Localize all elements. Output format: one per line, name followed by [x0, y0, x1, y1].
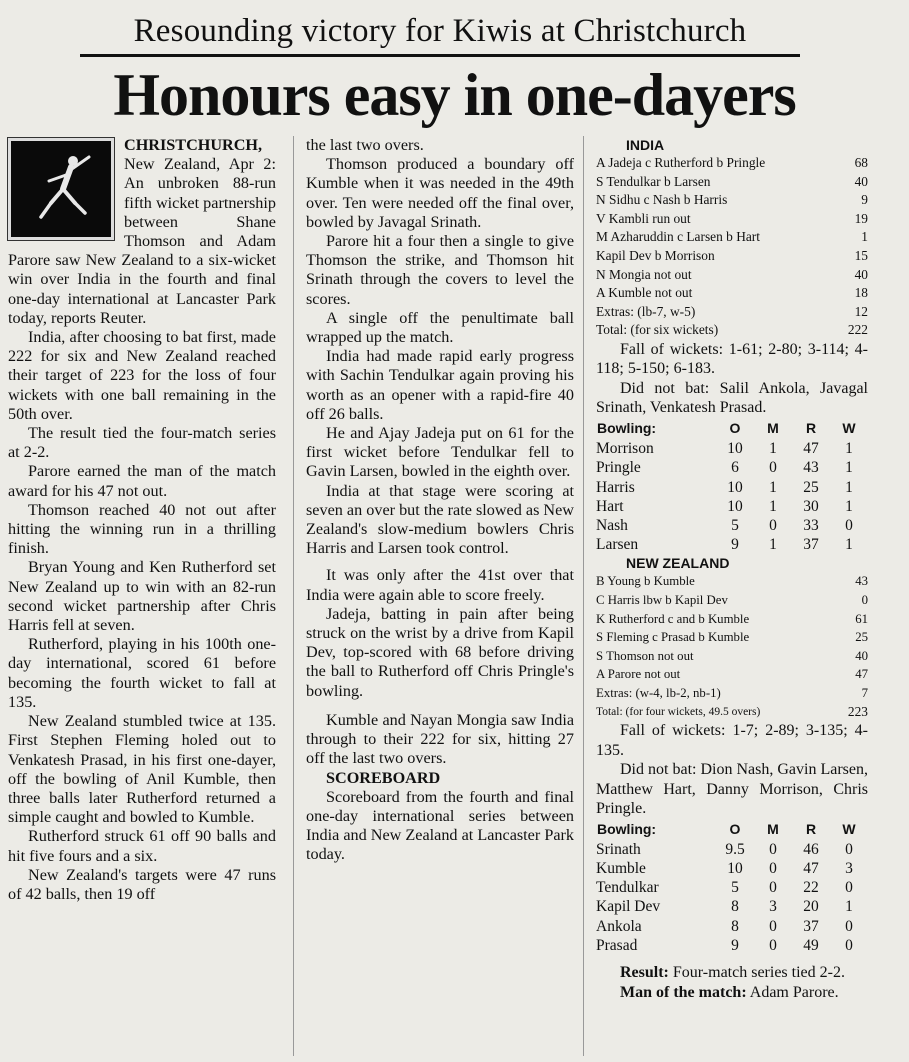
india-fall-of-wickets: Fall of wickets: 1-61; 2-80; 3-114; 4-118; 5-150; 6-183. [596, 340, 868, 378]
bowler-m: 0 [769, 860, 777, 878]
bowler-r: 20 [803, 898, 819, 916]
batsman-entry: Extras: (w-4, lb-2, nb-1) [596, 685, 721, 700]
bowler-w: 1 [845, 497, 853, 515]
bowler-r: 25 [803, 478, 819, 496]
bowling-row [596, 458, 868, 477]
batsman-entry: N Mongia not out [596, 266, 692, 282]
batting-row [596, 247, 868, 266]
batsman-runs: 222 [847, 322, 868, 338]
bowler-w: 1 [845, 459, 853, 477]
batting-row [596, 210, 868, 229]
story-column-1 [8, 136, 276, 904]
batting-row [596, 321, 868, 340]
bowler-m: 1 [769, 497, 777, 515]
bowling-row [596, 478, 868, 497]
batsman-runs: 0 [861, 592, 868, 607]
bowler-o: 5 [731, 516, 739, 534]
bowling-row [596, 897, 868, 916]
bowler-m: 0 [769, 879, 777, 897]
bowler-r: 49 [803, 936, 819, 954]
india-innings-heading: INDIA [626, 137, 665, 153]
bowling-row [596, 535, 868, 554]
batsman-runs: 43 [855, 574, 868, 589]
col-maidens: M [767, 820, 779, 837]
batsman-runs: 25 [855, 630, 868, 645]
match-result [596, 963, 868, 983]
body-paragraph: Jadeja, batting in pain after being struck on the wrist by a drive from Kapil Dev, top-scored with 68 before driving the ball to Rutherford off Chris Pringle's bowling. [306, 604, 574, 700]
batting-row [596, 266, 868, 285]
col-runs: R [805, 419, 817, 436]
body-paragraph: Parore hit a four then a single to give Thomson the strike, and Thomson hit Srinath through the covers to level the scores. [306, 232, 574, 308]
body-paragraph: The result tied the four-match series at 2-2. [8, 424, 276, 462]
batsman-runs: 9 [861, 192, 868, 208]
scoreboard-column [596, 136, 868, 1002]
bowler-photo [8, 138, 114, 240]
bowler-m: 0 [769, 516, 777, 534]
result-label: Result: [620, 964, 669, 982]
india-batting-card [596, 154, 868, 340]
bowler-w: 1 [845, 536, 853, 554]
bowler-w: 0 [845, 879, 853, 897]
bowler-o: 10 [727, 860, 743, 878]
bowler-w: 1 [845, 478, 853, 496]
batting-row [596, 572, 868, 591]
nz-total-row [596, 703, 868, 722]
bowler-r: 33 [803, 516, 819, 534]
bowler-r: 47 [803, 440, 819, 458]
col-overs: O [729, 820, 741, 837]
col-overs: O [729, 419, 741, 436]
bowling-row [596, 516, 868, 535]
batsman-entry: A Jadeja c Rutherford b Pringle [596, 155, 766, 170]
bowler-m: 0 [769, 936, 777, 954]
bowler-name: Tendulkar [596, 879, 659, 897]
body-paragraph: Rutherford, playing in his 100th one-day international, scored 61 before becoming the fourth wicket to fall at 135. [8, 635, 276, 711]
body-paragraph: New Zealand's targets were 47 runs of 42 balls, then 19 off [8, 865, 276, 903]
batting-row [596, 665, 868, 684]
nz-batting-card [596, 572, 868, 702]
bowling-label: Bowling: [597, 419, 657, 436]
bowler-w: 0 [845, 840, 853, 858]
bowling-row [596, 840, 868, 859]
col-wickets: W [842, 419, 856, 436]
bowling-row [596, 917, 868, 936]
bowler-r: 43 [803, 459, 819, 477]
nz-fall-of-wickets: Fall of wickets: 1-7; 2-89; 3-135; 4-135. [596, 722, 868, 759]
batting-row [596, 591, 868, 610]
bowler-w: 3 [845, 860, 853, 878]
bowler-r: 37 [803, 536, 819, 554]
bowler-o: 8 [731, 898, 739, 916]
bowler-r: 47 [803, 860, 819, 878]
bowler-o: 9 [731, 936, 739, 954]
bowler-name: Ankola [596, 917, 642, 935]
batsman-entry: Total: (for six wickets) [596, 322, 719, 338]
column-rule [293, 136, 294, 1056]
batting-row [596, 303, 868, 322]
bowler-m: 1 [769, 536, 777, 554]
col-runs: R [805, 820, 817, 837]
bowling-row [596, 439, 868, 458]
bowling-row [596, 859, 868, 878]
bowler-w: 0 [845, 917, 853, 935]
motm-label: Man of the match: [620, 983, 747, 1001]
body-paragraph: Bryan Young and Ken Rutherford set New Zealand up to win with an 82-run second wicket partnership after Chris Harris fell at seven. [8, 558, 276, 635]
bowler-w: 1 [845, 440, 853, 458]
batsman-runs: 12 [854, 303, 868, 319]
bowler-name: Larsen [596, 536, 639, 554]
batsman-entry: A Kumble not out [596, 285, 693, 301]
bowler-r: 46 [803, 840, 819, 858]
bowler-o: 6 [731, 459, 739, 477]
story-column-2 [306, 136, 574, 865]
bowler-o: 10 [727, 440, 743, 458]
bowler-m: 1 [769, 478, 777, 496]
bowler-name: Srinath [596, 840, 641, 858]
batsman-runs: 47 [855, 667, 868, 682]
scoreboard-subhead: SCOREBOARD [326, 768, 441, 787]
man-of-the-match [596, 983, 868, 1003]
total-label: Total: (for four wickets, 49.5 overs) [596, 705, 761, 718]
col-wickets: W [842, 820, 856, 837]
batsman-runs: 40 [855, 648, 868, 663]
batsman-runs: 68 [854, 155, 868, 170]
batsman-runs: 15 [854, 247, 868, 263]
bowler-m: 0 [769, 917, 777, 935]
bowler-w: 1 [845, 898, 853, 916]
bowler-m: 1 [769, 440, 777, 458]
kicker-headline: Resounding victory for Kiwis at Christchurch [80, 8, 800, 57]
body-paragraph: A single off the penultimate ball wrapped up the match. [306, 308, 574, 347]
batsman-runs: 61 [855, 611, 868, 626]
bowler-r: 37 [803, 917, 819, 935]
nz-did-not-bat: Did not bat: Dion Nash, Gavin Larsen, Matthew Hart, Danny Morrison, Chris Pringle. [596, 761, 868, 818]
body-paragraph: Parore earned the man of the match award for his 47 not out. [8, 462, 276, 500]
batting-row [596, 154, 868, 173]
bowler-o: 9 [731, 536, 739, 554]
col-maidens: M [767, 419, 779, 436]
batsman-entry: N Sidhu c Nash b Harris [596, 192, 728, 208]
body-paragraph: Thomson reached 40 not out after hitting the winning run in a thrilling finish. [8, 500, 276, 558]
bowler-r: 30 [803, 497, 819, 515]
bowler-name: Kumble [596, 860, 646, 878]
body-paragraph: India at that stage were scoring at seven an over but the rate slowed as New Zealand's slow-medium bowlers Chris Harris and Larsen took control. [306, 481, 574, 558]
batsman-entry: C Harris lbw b Kapil Dev [596, 592, 728, 607]
bowler-r: 22 [803, 879, 819, 897]
bowling-label: Bowling: [597, 820, 657, 837]
body-paragraph: the last two overs. [306, 136, 424, 154]
batting-row [596, 191, 868, 210]
nz-bowling-table [596, 418, 868, 554]
batting-row [596, 628, 868, 647]
bowler-w: 0 [845, 936, 853, 954]
batsman-runs: 1 [861, 229, 868, 245]
batsman-entry: B Young b Kumble [596, 574, 695, 589]
batting-row [596, 228, 868, 247]
batting-row [596, 684, 868, 703]
result-text: Four-match series tied 2-2. [672, 964, 845, 982]
body-paragraph: He and Ajay Jadeja put on 61 for the first wicket before Tendulkar fell to Gavin Larsen, bowled in the eighth over. [306, 424, 574, 481]
batsman-runs: 7 [861, 685, 868, 700]
nz-innings-heading: NEW ZEALAND [626, 555, 730, 572]
motm-text: Adam Parore. [749, 983, 839, 1001]
bowler-m: 0 [769, 840, 777, 858]
body-paragraph: India had made rapid early progress with Sachin Tendulkar again proving his worth as an opener with a rapid-fire 40 off 26 balls. [306, 347, 574, 423]
india-bowling-table [596, 819, 868, 955]
body-paragraph: India, after choosing to bat first, made 222 for six and New Zealand reached their target of 223 for the loss of four wickets with one ball remaining in the 50th over. [8, 328, 276, 423]
batting-row [596, 647, 868, 666]
dateline: CHRISTCHURCH, [124, 136, 263, 154]
bowler-name: Hart [596, 497, 624, 515]
batsman-runs: 40 [854, 173, 868, 189]
batsman-entry: K Rutherford c and b Kumble [596, 611, 750, 626]
batsman-runs: 18 [854, 285, 868, 301]
bowler-o: 9.5 [725, 840, 745, 858]
batting-row [596, 173, 868, 192]
bowler-name: Morrison [596, 440, 654, 458]
bowler-name: Nash [596, 516, 628, 534]
bowler-o: 10 [727, 478, 743, 496]
india-did-not-bat: Did not bat: Salil Ankola, Javagal Srinath, Venkatesh Prasad. [596, 379, 868, 417]
lead-text: New Zealand, Apr 2: An unbroken 88-run fifth wicket partnership between Shane Thomson and Adam Parore saw New Zealand to a six-wicket win over India in the fourth and final one-day international at Lancaster Park today, reports Reuter. [8, 155, 276, 327]
batsman-entry: V Kambli run out [596, 210, 691, 226]
bowler-name: Harris [596, 478, 635, 496]
bowler-o: 10 [727, 497, 743, 515]
body-paragraph: Kumble and Nayan Mongia saw India through to their 222 for six, hitting 27 off the last two overs. [306, 710, 574, 768]
batsman-entry: S Fleming c Prasad b Kumble [596, 630, 750, 645]
batsman-runs: 19 [854, 210, 868, 226]
batsman-entry: S Thomson not out [596, 648, 694, 663]
batting-row [596, 284, 868, 303]
bowler-o: 8 [731, 917, 739, 935]
batsman-entry: M Azharuddin c Larsen b Hart [596, 229, 760, 245]
bowler-m: 0 [769, 459, 777, 477]
body-paragraph: It was only after the 41st over that India were again able to score freely. [306, 566, 574, 604]
bowler-m: 3 [769, 898, 777, 916]
batsman-entry: Kapil Dev b Morrison [596, 247, 715, 263]
bowling-row [596, 878, 868, 897]
batsman-entry: Extras: (lb-7, w-5) [596, 303, 696, 319]
main-headline: Honours easy in one-dayers [113, 62, 796, 128]
body-paragraph: Thomson produced a boundary off Kumble when it was needed in the 49th over. Ten were needed off the final over, bowled by Javagal Srinath. [306, 155, 574, 231]
batting-row [596, 610, 868, 629]
body-paragraph: Rutherford struck 61 off 90 balls and hit five fours and a six. [8, 827, 276, 865]
batsman-runs: 40 [854, 266, 868, 282]
total-runs: 223 [847, 703, 868, 719]
bowler-name: Kapil Dev [596, 898, 661, 916]
body-paragraph: New Zealand stumbled twice at 135. First Stephen Fleming holed out to Venkatesh Prasad, in his first one-dayer, off the bowling of Anil Kumble, then three balls later Rutherford returned a simple caught and bowled to Kumble. [8, 712, 276, 827]
bowling-row [596, 497, 868, 516]
bowling-row [596, 936, 868, 955]
body-paragraph: Scoreboard from the fourth and final one-day international series between India and New Zealand at Lancaster Park today. [306, 787, 574, 864]
bowler-o: 5 [731, 879, 739, 897]
bowler-name: Pringle [596, 459, 641, 477]
bowler-w: 0 [845, 516, 853, 534]
batsman-entry: A Parore not out [596, 667, 681, 682]
batsman-entry: S Tendulkar b Larsen [596, 173, 711, 189]
column-rule [583, 136, 584, 1056]
cricketer-silhouette-icon [11, 141, 111, 237]
bowler-name: Prasad [596, 936, 638, 954]
